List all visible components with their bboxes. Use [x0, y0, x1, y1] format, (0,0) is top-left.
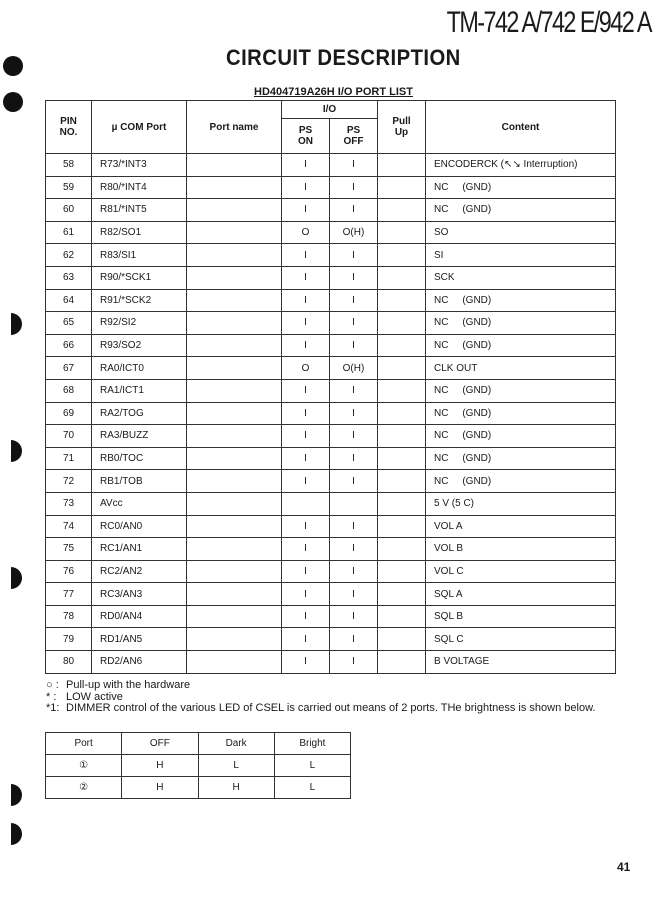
table-row: [46, 492, 616, 515]
port-cell: RA2/TOG: [92, 402, 187, 425]
ps-off-cell: I: [330, 266, 378, 289]
port-name-cell: [187, 154, 282, 177]
table-row: [46, 651, 616, 674]
port-name-cell: [187, 651, 282, 674]
table-row: [46, 244, 616, 267]
ps-on-cell: I: [282, 176, 330, 199]
ps-off-cell: I: [330, 312, 378, 335]
table-row: [46, 470, 616, 493]
content-cell: NC (GND): [426, 289, 616, 312]
content-cell: 5 V (5 C): [426, 492, 616, 515]
content-cell: VOL B: [426, 538, 616, 561]
port-name-cell: [187, 379, 282, 402]
pull-up-cell: [378, 334, 426, 357]
pull-up-cell: [378, 425, 426, 448]
table-row: [46, 425, 616, 448]
ps-off-cell: I: [330, 447, 378, 470]
port-name-cell: [187, 221, 282, 244]
model-heading: TM-742 A/742 E/942 A: [446, 6, 651, 39]
brightness-header-row: [46, 733, 351, 755]
table-row: [46, 266, 616, 289]
ps-on-cell: I: [282, 605, 330, 628]
pin-cell: 74: [46, 515, 92, 538]
binder-hole-mark: [11, 440, 22, 462]
binder-hole-mark: [11, 823, 22, 845]
brightness-cell: H: [122, 777, 198, 799]
port-name-cell: [187, 425, 282, 448]
content-cell: SQL C: [426, 628, 616, 651]
ps-on-cell: I: [282, 560, 330, 583]
brightness-cell: L: [274, 755, 350, 777]
pull-up-cell: [378, 538, 426, 561]
content-cell: NC (GND): [426, 199, 616, 222]
brightness-cell: ①: [46, 755, 122, 777]
port-cell: R80/*INT4: [92, 176, 187, 199]
pin-cell: 62: [46, 244, 92, 267]
header-ps-off: PS OFF: [330, 119, 378, 154]
content-cell: B VOLTAGE: [426, 651, 616, 674]
ps-off-cell: O(H): [330, 221, 378, 244]
io-port-table: [45, 100, 616, 674]
content-cell: SCK: [426, 266, 616, 289]
pull-up-cell: [378, 266, 426, 289]
port-cell: RC3/AN3: [92, 583, 187, 606]
ps-on-cell: I: [282, 266, 330, 289]
ps-off-cell: I: [330, 470, 378, 493]
pin-cell: 59: [46, 176, 92, 199]
pin-cell: 76: [46, 560, 92, 583]
ps-off-cell: I: [330, 154, 378, 177]
ps-on-cell: I: [282, 312, 330, 335]
ps-on-cell: I: [282, 154, 330, 177]
pull-up-cell: [378, 244, 426, 267]
brightness-row: [46, 777, 351, 799]
port-cell: R73/*INT3: [92, 154, 187, 177]
table-subtitle: HD404719A26H I/O PORT LIST: [254, 86, 413, 98]
port-cell: R92/SI2: [92, 312, 187, 335]
content-cell: NC (GND): [426, 176, 616, 199]
ps-on-cell: I: [282, 470, 330, 493]
notes: [46, 680, 595, 715]
content-cell: VOL A: [426, 515, 616, 538]
header-ps-on: PS ON: [282, 119, 330, 154]
page-title: CIRCUIT DESCRIPTION: [226, 45, 461, 70]
content-cell: ENCODERCK (↖↘ Interruption): [426, 154, 616, 177]
pull-up-cell: [378, 289, 426, 312]
ps-on-cell: I: [282, 515, 330, 538]
ps-off-cell: I: [330, 289, 378, 312]
ps-off-cell: I: [330, 538, 378, 561]
header-pull-up: Pull Up: [378, 101, 426, 154]
ps-on-cell: I: [282, 334, 330, 357]
pin-cell: 71: [46, 447, 92, 470]
brightness-cell: ②: [46, 777, 122, 799]
ps-on-cell: I: [282, 447, 330, 470]
binder-hole-mark: [11, 567, 22, 589]
content-cell: NC (GND): [426, 379, 616, 402]
pull-up-cell: [378, 154, 426, 177]
ps-on-cell: I: [282, 402, 330, 425]
pin-cell: 72: [46, 470, 92, 493]
ps-on-cell: I: [282, 538, 330, 561]
binder-hole-mark: [11, 784, 22, 806]
header-io: I/O: [282, 101, 378, 119]
pull-up-cell: [378, 379, 426, 402]
port-cell: RC2/AN2: [92, 560, 187, 583]
pull-up-cell: [378, 402, 426, 425]
pin-cell: 61: [46, 221, 92, 244]
ps-off-cell: I: [330, 560, 378, 583]
table-row: [46, 538, 616, 561]
pull-up-cell: [378, 492, 426, 515]
brightness-cell: L: [198, 755, 274, 777]
port-name-cell: [187, 176, 282, 199]
ps-off-cell: I: [330, 583, 378, 606]
header-com-port: µ COM Port: [92, 101, 187, 154]
port-cell: RD0/AN4: [92, 605, 187, 628]
ps-off-cell: I: [330, 605, 378, 628]
pull-up-cell: [378, 515, 426, 538]
brightness-header: Bright: [274, 733, 350, 755]
port-cell: AVcc: [92, 492, 187, 515]
port-cell: RB1/TOB: [92, 470, 187, 493]
table-row: [46, 357, 616, 380]
pin-cell: 78: [46, 605, 92, 628]
port-cell: RD1/AN5: [92, 628, 187, 651]
ps-on-cell: O: [282, 221, 330, 244]
ps-on-cell: I: [282, 379, 330, 402]
ps-off-cell: I: [330, 379, 378, 402]
pin-cell: 73: [46, 492, 92, 515]
port-name-cell: [187, 628, 282, 651]
binder-hole-mark: [11, 313, 22, 335]
pin-cell: 75: [46, 538, 92, 561]
content-cell: NC (GND): [426, 312, 616, 335]
ps-off-cell: O(H): [330, 357, 378, 380]
port-name-cell: [187, 515, 282, 538]
ps-on-cell: [282, 492, 330, 515]
pull-up-cell: [378, 628, 426, 651]
pin-cell: 79: [46, 628, 92, 651]
content-cell: SQL B: [426, 605, 616, 628]
pull-up-cell: [378, 560, 426, 583]
port-cell: RD2/AN6: [92, 651, 187, 674]
ps-on-cell: I: [282, 583, 330, 606]
port-cell: RA1/ICT1: [92, 379, 187, 402]
pull-up-cell: [378, 199, 426, 222]
binder-hole-mark: [3, 56, 23, 76]
brightness-cell: H: [198, 777, 274, 799]
pull-up-cell: [378, 470, 426, 493]
port-name-cell: [187, 244, 282, 267]
port-cell: R93/SO2: [92, 334, 187, 357]
port-cell: R83/SI1: [92, 244, 187, 267]
table-row: [46, 605, 616, 628]
binder-hole-mark: [3, 92, 23, 112]
brightness-cell: L: [274, 777, 350, 799]
port-name-cell: [187, 470, 282, 493]
content-cell: NC (GND): [426, 425, 616, 448]
pull-up-cell: [378, 605, 426, 628]
port-name-cell: [187, 605, 282, 628]
table-row: [46, 289, 616, 312]
table-row: [46, 221, 616, 244]
pin-cell: 69: [46, 402, 92, 425]
port-name-cell: [187, 312, 282, 335]
ps-off-cell: I: [330, 515, 378, 538]
pin-cell: 68: [46, 379, 92, 402]
port-name-cell: [187, 334, 282, 357]
ps-off-cell: I: [330, 199, 378, 222]
port-name-cell: [187, 560, 282, 583]
note-pullup: ○ : Pull-up with the hardware: [46, 679, 191, 691]
content-cell: NC (GND): [426, 402, 616, 425]
pull-up-cell: [378, 221, 426, 244]
pin-cell: 63: [46, 266, 92, 289]
pin-cell: 66: [46, 334, 92, 357]
ps-off-cell: [330, 492, 378, 515]
content-cell: SO: [426, 221, 616, 244]
port-cell: RA0/ICT0: [92, 357, 187, 380]
ps-on-cell: I: [282, 199, 330, 222]
pin-cell: 67: [46, 357, 92, 380]
table-row: [46, 515, 616, 538]
content-cell: NC (GND): [426, 334, 616, 357]
table-row: [46, 560, 616, 583]
port-cell: R82/SO1: [92, 221, 187, 244]
table-row: [46, 628, 616, 651]
port-name-cell: [187, 266, 282, 289]
table-row: [46, 176, 616, 199]
port-cell: R81/*INT5: [92, 199, 187, 222]
ps-off-cell: I: [330, 244, 378, 267]
pull-up-cell: [378, 176, 426, 199]
table-row: [46, 312, 616, 335]
ps-on-cell: I: [282, 651, 330, 674]
content-cell: SI: [426, 244, 616, 267]
port-cell: RC1/AN1: [92, 538, 187, 561]
port-cell: RB0/TOC: [92, 447, 187, 470]
pin-cell: 64: [46, 289, 92, 312]
ps-on-cell: I: [282, 244, 330, 267]
page-number: 41: [617, 860, 631, 874]
brightness-row: [46, 755, 351, 777]
pull-up-cell: [378, 651, 426, 674]
header-pin-no: PIN NO.: [46, 101, 92, 154]
table-row: [46, 154, 616, 177]
port-cell: R90/*SCK1: [92, 266, 187, 289]
ps-on-cell: O: [282, 357, 330, 380]
table-row: [46, 334, 616, 357]
port-cell: RA3/BUZZ: [92, 425, 187, 448]
pull-up-cell: [378, 583, 426, 606]
pin-cell: 77: [46, 583, 92, 606]
pull-up-cell: [378, 447, 426, 470]
brightness-header: Dark: [198, 733, 274, 755]
pull-up-cell: [378, 312, 426, 335]
ps-off-cell: I: [330, 334, 378, 357]
ps-off-cell: I: [330, 402, 378, 425]
pin-cell: 58: [46, 154, 92, 177]
content-cell: NC (GND): [426, 470, 616, 493]
port-name-cell: [187, 199, 282, 222]
pull-up-cell: [378, 357, 426, 380]
pin-cell: 80: [46, 651, 92, 674]
ps-on-cell: I: [282, 628, 330, 651]
brightness-header: Port: [46, 733, 122, 755]
content-cell: NC (GND): [426, 447, 616, 470]
table-row: [46, 402, 616, 425]
port-name-cell: [187, 402, 282, 425]
ps-off-cell: I: [330, 628, 378, 651]
note-dimmer: *1: DIMMER control of the various LED of CSEL is carried out means of 2 ports. THe brightness is shown below.: [46, 702, 596, 714]
port-name-cell: [187, 447, 282, 470]
content-cell: VOL C: [426, 560, 616, 583]
ps-off-cell: I: [330, 651, 378, 674]
pin-cell: 65: [46, 312, 92, 335]
port-name-cell: [187, 289, 282, 312]
content-cell: CLK OUT: [426, 357, 616, 380]
ps-off-cell: I: [330, 425, 378, 448]
table-row: [46, 447, 616, 470]
port-cell: RC0/AN0: [92, 515, 187, 538]
port-name-cell: [187, 538, 282, 561]
pin-cell: 70: [46, 425, 92, 448]
brightness-cell: H: [122, 755, 198, 777]
ps-on-cell: I: [282, 425, 330, 448]
port-name-cell: [187, 357, 282, 380]
header-content: Content: [426, 101, 616, 154]
ps-off-cell: I: [330, 176, 378, 199]
table-row: [46, 379, 616, 402]
port-cell: R91/*SCK2: [92, 289, 187, 312]
port-name-cell: [187, 492, 282, 515]
pin-cell: 60: [46, 199, 92, 222]
note-low-active: * : LOW active: [46, 690, 123, 703]
brightness-table: [45, 732, 351, 799]
table-row: [46, 199, 616, 222]
ps-on-cell: I: [282, 289, 330, 312]
port-name-cell: [187, 583, 282, 606]
table-row: [46, 583, 616, 606]
brightness-header: OFF: [122, 733, 198, 755]
header-port-name: Port name: [187, 101, 282, 154]
content-cell: SQL A: [426, 583, 616, 606]
